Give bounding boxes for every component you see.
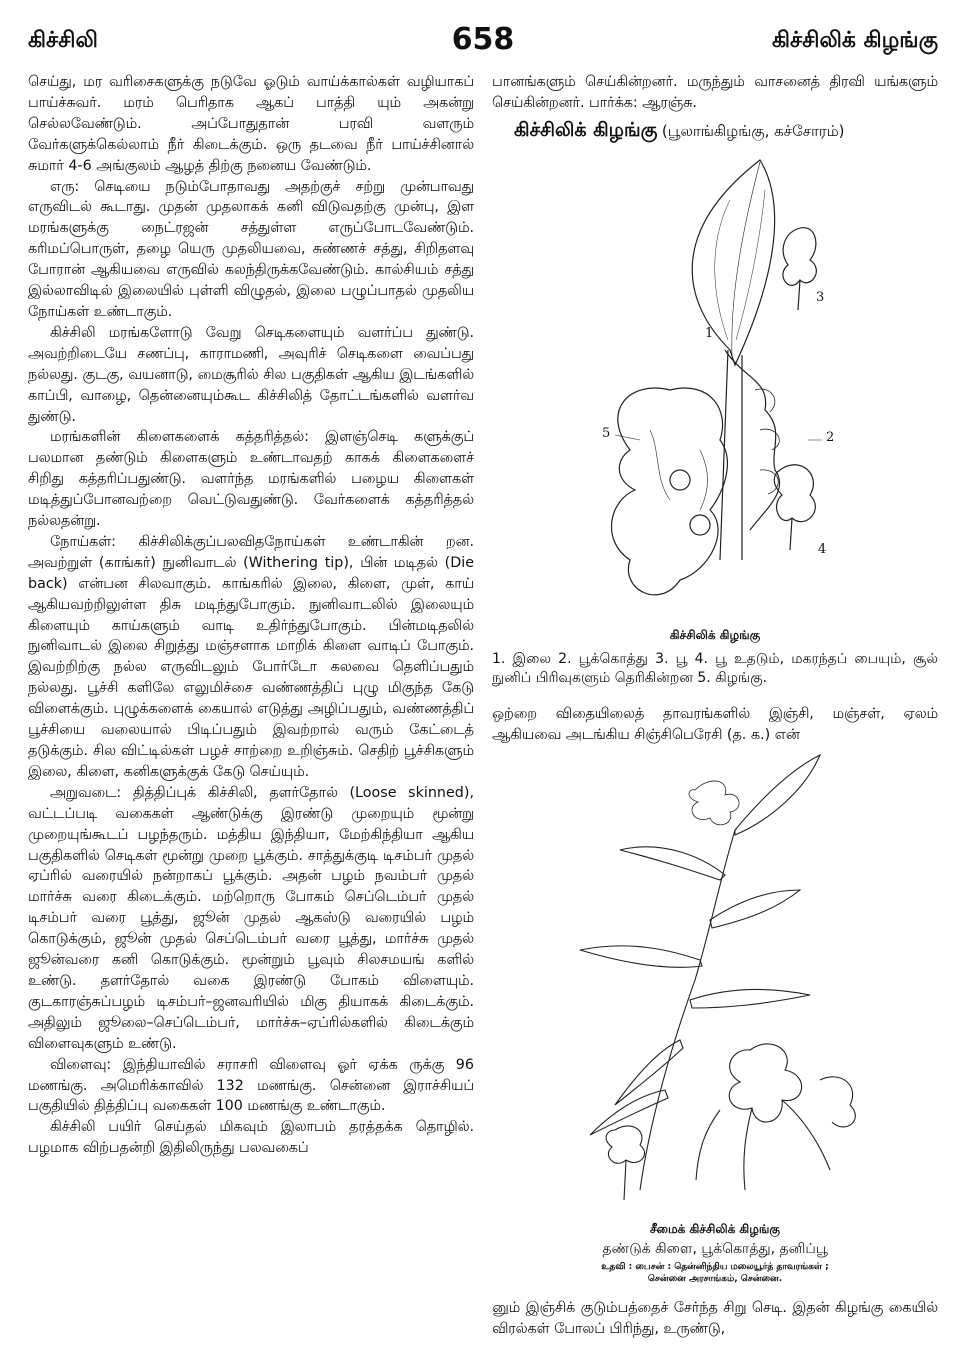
figure1-caption — [492, 628, 938, 688]
plant-illustration-1 — [560, 150, 880, 620]
figure1-caption-text: 1. இலை 2. பூக்கொத்து 3. பூ 4. பூ உதடும், மகரந்தப் பையும், சூல் நுனிப் பிரிவுகளும் தெரிகின்றன 5. கிழங்கு. — [492, 651, 938, 686]
header-right-title: கிச்சிலிக் கிழங்கு — [772, 28, 938, 53]
right-column — [492, 72, 938, 143]
paragraph: செய்து, மர வரிசைகளுக்கு நடுவே ஓடும் வாய்க்கால்கள் வழியாகப் பாய்ச்சுவர். மரம் பெரிதாக ஆகப் பாத்தி யும் அகன்று செல்லவேண்டும். அப்போதுதான் பரவி வளரும் வேர்களுக்கெல்லாம் நீர் கிடைக்கும். ஒரு தடவை நீர் பாய்ச்சினால் சுமார் 4-6 அங்குலம் ஆழத் திற்கு நனைய வேண்டும். — [28, 74, 474, 174]
paragraph: நோய்கள்: கிச்சிலிக்குப்பலவிதநோய்கள் உண்டாகின் றன. அவற்றுள் (காங்கர்) நுனிவாடல் (Withering tip), பின் மடிதல் (Die back) என்பன சிலவாகும். காங்கரில் இலை, கிளை, முள், காய் ஆகியவற்றிலுள்ள திசு மடிந்துபோகும். நுனிவாடலில் இலையும் கிளையும் காய்களும் வாடி உதிர்ந்துபோகும். பின்மடிதலில் நுனிவாடல் இலை சிறுத்து மஞ்சளாக மாறிக் கிளை வாடிப் போகும். இவற்றிற்கு நல்ல எருவிடலும் போர்டோ கலவை தெளிப்பதும் நல்லது. பூச்சி களிலே எலுமிச்சை வண்ணத்திப் புழு மிகுந்த கேடு விளைக்கும். புழுக்களைக் கையால் எடுத்து அழிப்பதும், வண்ணத்திப் பூச்சியை வலையால் பிடிப்பதும் இவற்றால் வரும் கேட்டைத் தடுக்கும். சில விட்டில்கள் பழச் சாற்றை உறிஞ்சும். செதிற் பூச்சிகளும் இலை, கிளை, கனிகளுக்குக் கேடு செய்யும். — [28, 533, 474, 780]
paragraph: எரு: செடியை நடும்போதாவது அதற்குச் சற்று முன்பாவது எருவிடல் கூடாது. முதன் முதலாகக் கனி விடுவதற்கு முன்பு, இள மரங்களுக்கு நைட்ரஜன் சத்துள்ள எருப்போடவேண்டும். கரிமப்பொருள், தழை யெரு முதலியவை, சுண்ணச் சத்து, சிறிதளவு போரான் ஆகியவை எருவில் கலந்திருக்கவேண்டும். கால்சியம் சத்து இல்லாவிடில் இலையில் புள்ளி விழுதல், இலை பழுப்பாதல் முதலிய நோய்கள் உண்டாகும். — [28, 178, 474, 320]
right-column-bottom — [492, 1298, 938, 1340]
paragraph: மரங்களின் கிளைகளைக் கத்தரித்தல்: இளஞ்செடி களுக்குப் பலமான தண்டும் கிளைகளும் உண்டாவதற் காகக் கிளைகளைச் சிறிது கத்தரிப்பதுண்டு. வளர்ந்த மரங்களில் பழைய கிளைகள் மடித்துப்போனவற்றை வெட்டுவதுண்டு. வேர்களைக் கத்தரித்தல் நல்லதன்று. — [28, 429, 474, 530]
page-number: 658 — [451, 22, 515, 57]
left-column — [28, 72, 474, 1159]
paragraph: விளைவு: இந்தியாவில் சராசரி விளைவு ஓர் ஏக்க ருக்கு 96 மணங்கு. அமெரிக்காவில் 132 மணங்கு. சென்னை இராச்சியப் பகுதியில் தித்திப்பு வகைகள் 100 மணங்கு உண்டாகும். — [28, 1056, 474, 1115]
page-header — [28, 22, 938, 62]
right-column-middle — [492, 704, 938, 746]
header-left-title: கிச்சிலி — [28, 28, 98, 53]
paragraph: கிச்சிலி பயிர் செய்தல் மிகவும் இலாபம் தரத்தக்க தொழில். பழமாக விற்பதன்றி இதிலிருந்து பலவகைப் — [28, 1119, 474, 1157]
paragraph: னும் இஞ்சிக் குடும்பத்தைச் சேர்ந்த சிறு செடி. இதன் கிழங்கு கையில் விரல்கள் போலப் பிரிந்து, உருண்டு, — [492, 1300, 938, 1337]
figure2-caption-title: சீமைக் கிச்சிலிக் கிழங்கு — [649, 1222, 781, 1236]
entry-heading — [514, 120, 938, 143]
paragraph: ஒற்றை விதையிலைத் தாவரங்களில் இஞ்சி, மஞ்சள், ஏலம் ஆகியவை அடங்கிய சிஞ்சிபெரேசி (த. க.) என் — [492, 706, 938, 743]
entry-title: கிச்சிலிக் கிழங்கு — [514, 118, 658, 141]
figure2-caption — [492, 1222, 938, 1285]
figure-label: 3 — [816, 290, 825, 305]
figure-label: 5 — [602, 426, 611, 441]
paragraph: கிச்சிலி மரங்களோடு வேறு செடிகளையும் வளர்ப்ப துண்டு. அவற்றிடையே சணப்பு, காராமணி, அவுரிச் செடிகளை வைப்பது நல்லது. குடகு, வயனாடு, மைசூரில் சில பகுதிகள் ஆகிய இடங்களில் காப்பி, வாழை, தென்னையும்கூட கிச்சிலித் தோட்டங்களில் வளர்வ துண்டு. — [28, 324, 474, 425]
paragraph: அறுவடை: தித்திப்புக் கிச்சிலி, தளர்தோல் (Loose skinned), வட்டப்படி வகைகள் ஆண்டுக்கு இரண்டு முறையும் மூன்று முறையுங்கூடப் பழந்தரும். மத்திய இந்தியா, மேற்கிந்தியா ஆகிய பகுதிகளில் செடிகள் மூன்று முறை பூக்கும். சாத்துக்குடி டிசம்பர் முதல் ஏப்ரில் வரையில் நன்றாகப் பூக்கும். அதன் பழம் நவம்பர் முதல் மார்ச்சு வரை கிடைக்கும். மற்றொரு போகம் செப்டெம்பர் முதல் டிசம்பர் வரை பூத்து, ஜூன் முதல் ஆகஸ்டு வரையில் பழம் கொடுக்கும், ஜூன் முதல் செப்டெம்பர் வரை பூத்து, மார்ச்சு முதல் ஜூன்வரை கனி கொடுக்கும். மூன்றும் பூவும் சிலசமயங் களில் உண்டு. தளர்தோல் வகை இரண்டு போகம் விளையும். குடகாரஞ்சுப்பழம் டிசம்பர்–ஜனவரியில் மிகு தியாகக் கிடைக்கும். அதிலும் ஜூலை–செப்டெம்பர், மார்ச்சு–ஏப்ரில்களில் கிடைக்கும் விளைவுகளும் உண்டு. — [28, 784, 474, 1052]
figure2-caption-text: தண்டுக் கிளை, பூக்கொத்து, தனிப்பூ — [602, 1241, 828, 1257]
figure-label: 2 — [826, 430, 835, 445]
figure2-credit: உதவி : பைசன் : தென்னிந்திய மலையூர்த் தாவரங்கள் ; — [601, 1262, 829, 1272]
plant-illustration-2 — [520, 750, 920, 1220]
paragraph: பானங்களும் செய்கின்றனர். மருந்தும் வாசனைத் திரவி யங்களும் செய்கின்றனர். பார்க்க: ஆரஞ்சு. — [492, 74, 938, 111]
figure1-caption-title: கிச்சிலிக் கிழங்கு — [669, 628, 761, 642]
figure-label: 1 — [705, 326, 714, 341]
figure2-credit: சென்னை அரசாங்கம், சென்னை. — [647, 1274, 783, 1284]
figure-label: 4 — [818, 542, 827, 557]
entry-subtitle: (பூலாங்கிழங்கு, கச்சோரம்) — [661, 121, 845, 140]
